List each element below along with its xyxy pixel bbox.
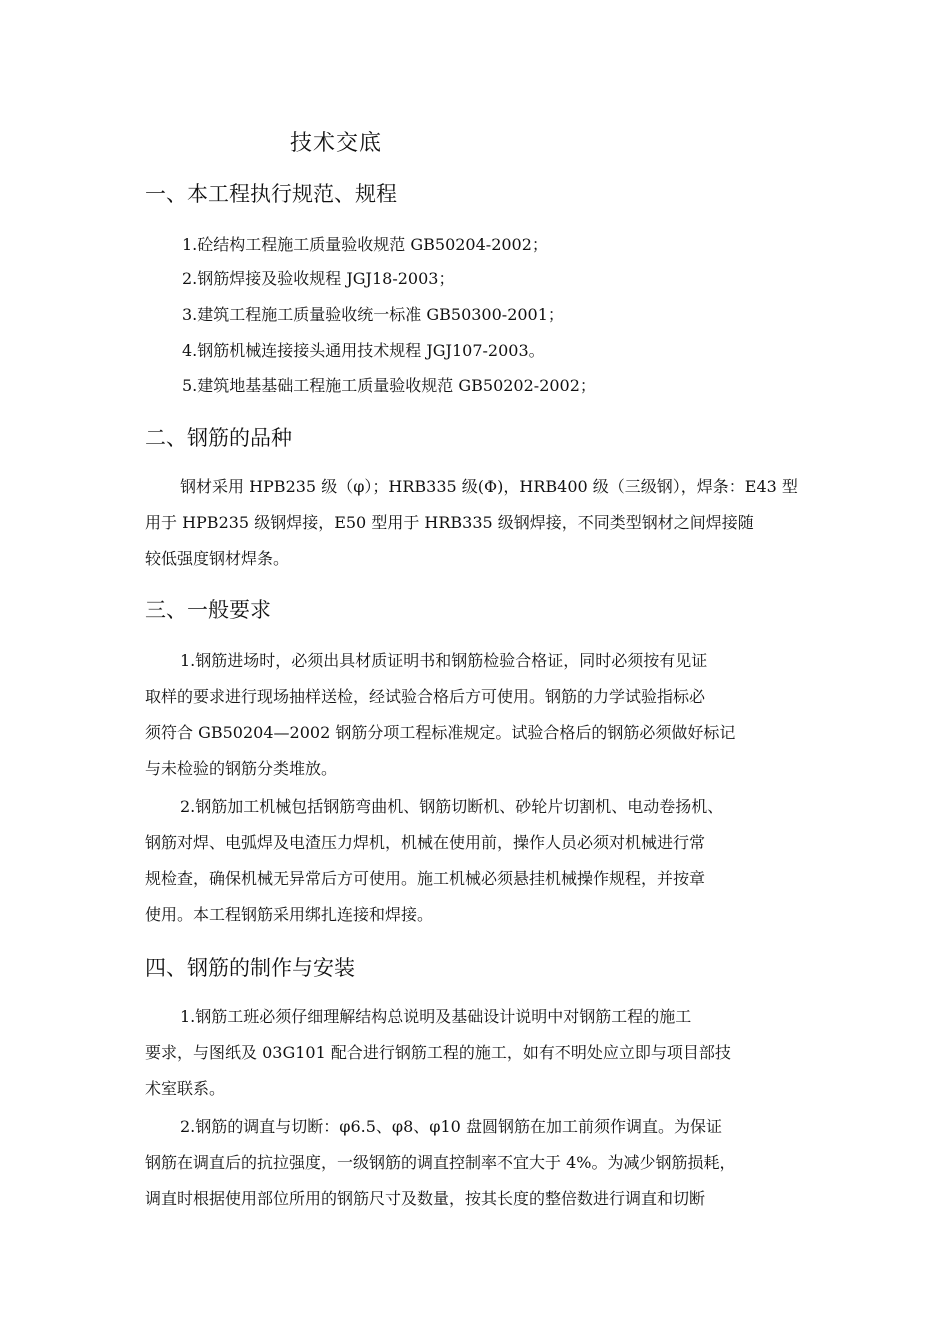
section-1-heading: 一、本工程执行规范、规程 — [145, 182, 397, 206]
paragraph-line: 钢筋在调直后的抗拉强度，一级钢筋的调直控制率不宜大于 4%。为减少钢筋损耗， — [145, 1153, 736, 1172]
spec-item-2: 2.钢筋焊接及验收规程 JGJ18-2003； — [182, 269, 455, 288]
paragraph-line: 用于 HPB235 级钢焊接，E50 型用于 HRB335 级钢焊接，不同类型钢材之间焊接随 — [145, 513, 754, 532]
paragraph-line: 钢材采用 HPB235 级（φ）；HRB335 级(Φ)，HRB400 级（三级钢），焊条：E43 型 — [180, 477, 798, 496]
paragraph-line: 术室联系。 — [145, 1079, 226, 1098]
document-title: 技术交底 — [290, 131, 383, 156]
paragraph-line: 取样的要求进行现场抽样送检，经试验合格后方可使用。钢筋的力学试验指标必 — [145, 687, 706, 706]
paragraph-line: 2.钢筋的调直与切断：φ6.5、φ8、φ10 盘圆钢筋在加工前须作调直。为保证 — [180, 1117, 722, 1136]
paragraph-line: 1.钢筋进场时，必须出具材质证明书和钢筋检验合格证，同时必须按有见证 — [180, 651, 708, 670]
paragraph-line: 与未检验的钢筋分类堆放。 — [145, 759, 338, 778]
spec-item-4: 4.钢筋机械连接接头通用技术规程 JGJ107-2003。 — [182, 341, 545, 360]
spec-item-5: 5.建筑地基基础工程施工质量验收规范 GB50202-2002； — [182, 376, 596, 395]
paragraph-line: 须符合 GB50204—2002 钢筋分项工程标准规定。试验合格后的钢筋必须做好标记 — [145, 723, 736, 742]
paragraph-line: 要求，与图纸及 03G101 配合进行钢筋工程的施工，如有不明处应立即与项目部技 — [145, 1043, 731, 1062]
spec-item-1: 1.砼结构工程施工质量验收规范 GB50204-2002； — [182, 235, 548, 254]
paragraph-line: 2.钢筋加工机械包括钢筋弯曲机、钢筋切断机、砂轮片切割机、电动卷扬机、 — [180, 797, 724, 816]
paragraph-line: 规检查，确保机械无异常后方可使用。施工机械必须悬挂机械操作规程，并按章 — [145, 869, 706, 888]
section-4-heading: 四、钢筋的制作与安装 — [145, 956, 355, 980]
paragraph-line: 使用。本工程钢筋采用绑扎连接和焊接。 — [145, 905, 434, 924]
paragraph-line: 调直时根据使用部位所用的钢筋尺寸及数量，按其长度的整倍数进行调直和切断 — [145, 1189, 706, 1208]
spec-item-3: 3.建筑工程施工质量验收统一标准 GB50300-2001； — [182, 305, 564, 324]
section-2-heading: 二、钢筋的品种 — [145, 426, 292, 450]
paragraph-line: 1.钢筋工班必须仔细理解结构总说明及基础设计说明中对钢筋工程的施工 — [180, 1007, 692, 1026]
paragraph-line: 较低强度钢材焊条。 — [145, 549, 290, 568]
section-3-heading: 三、一般要求 — [145, 598, 271, 622]
paragraph-line: 钢筋对焊、电弧焊及电渣压力焊机，机械在使用前，操作人员必须对机械进行常 — [145, 833, 706, 852]
